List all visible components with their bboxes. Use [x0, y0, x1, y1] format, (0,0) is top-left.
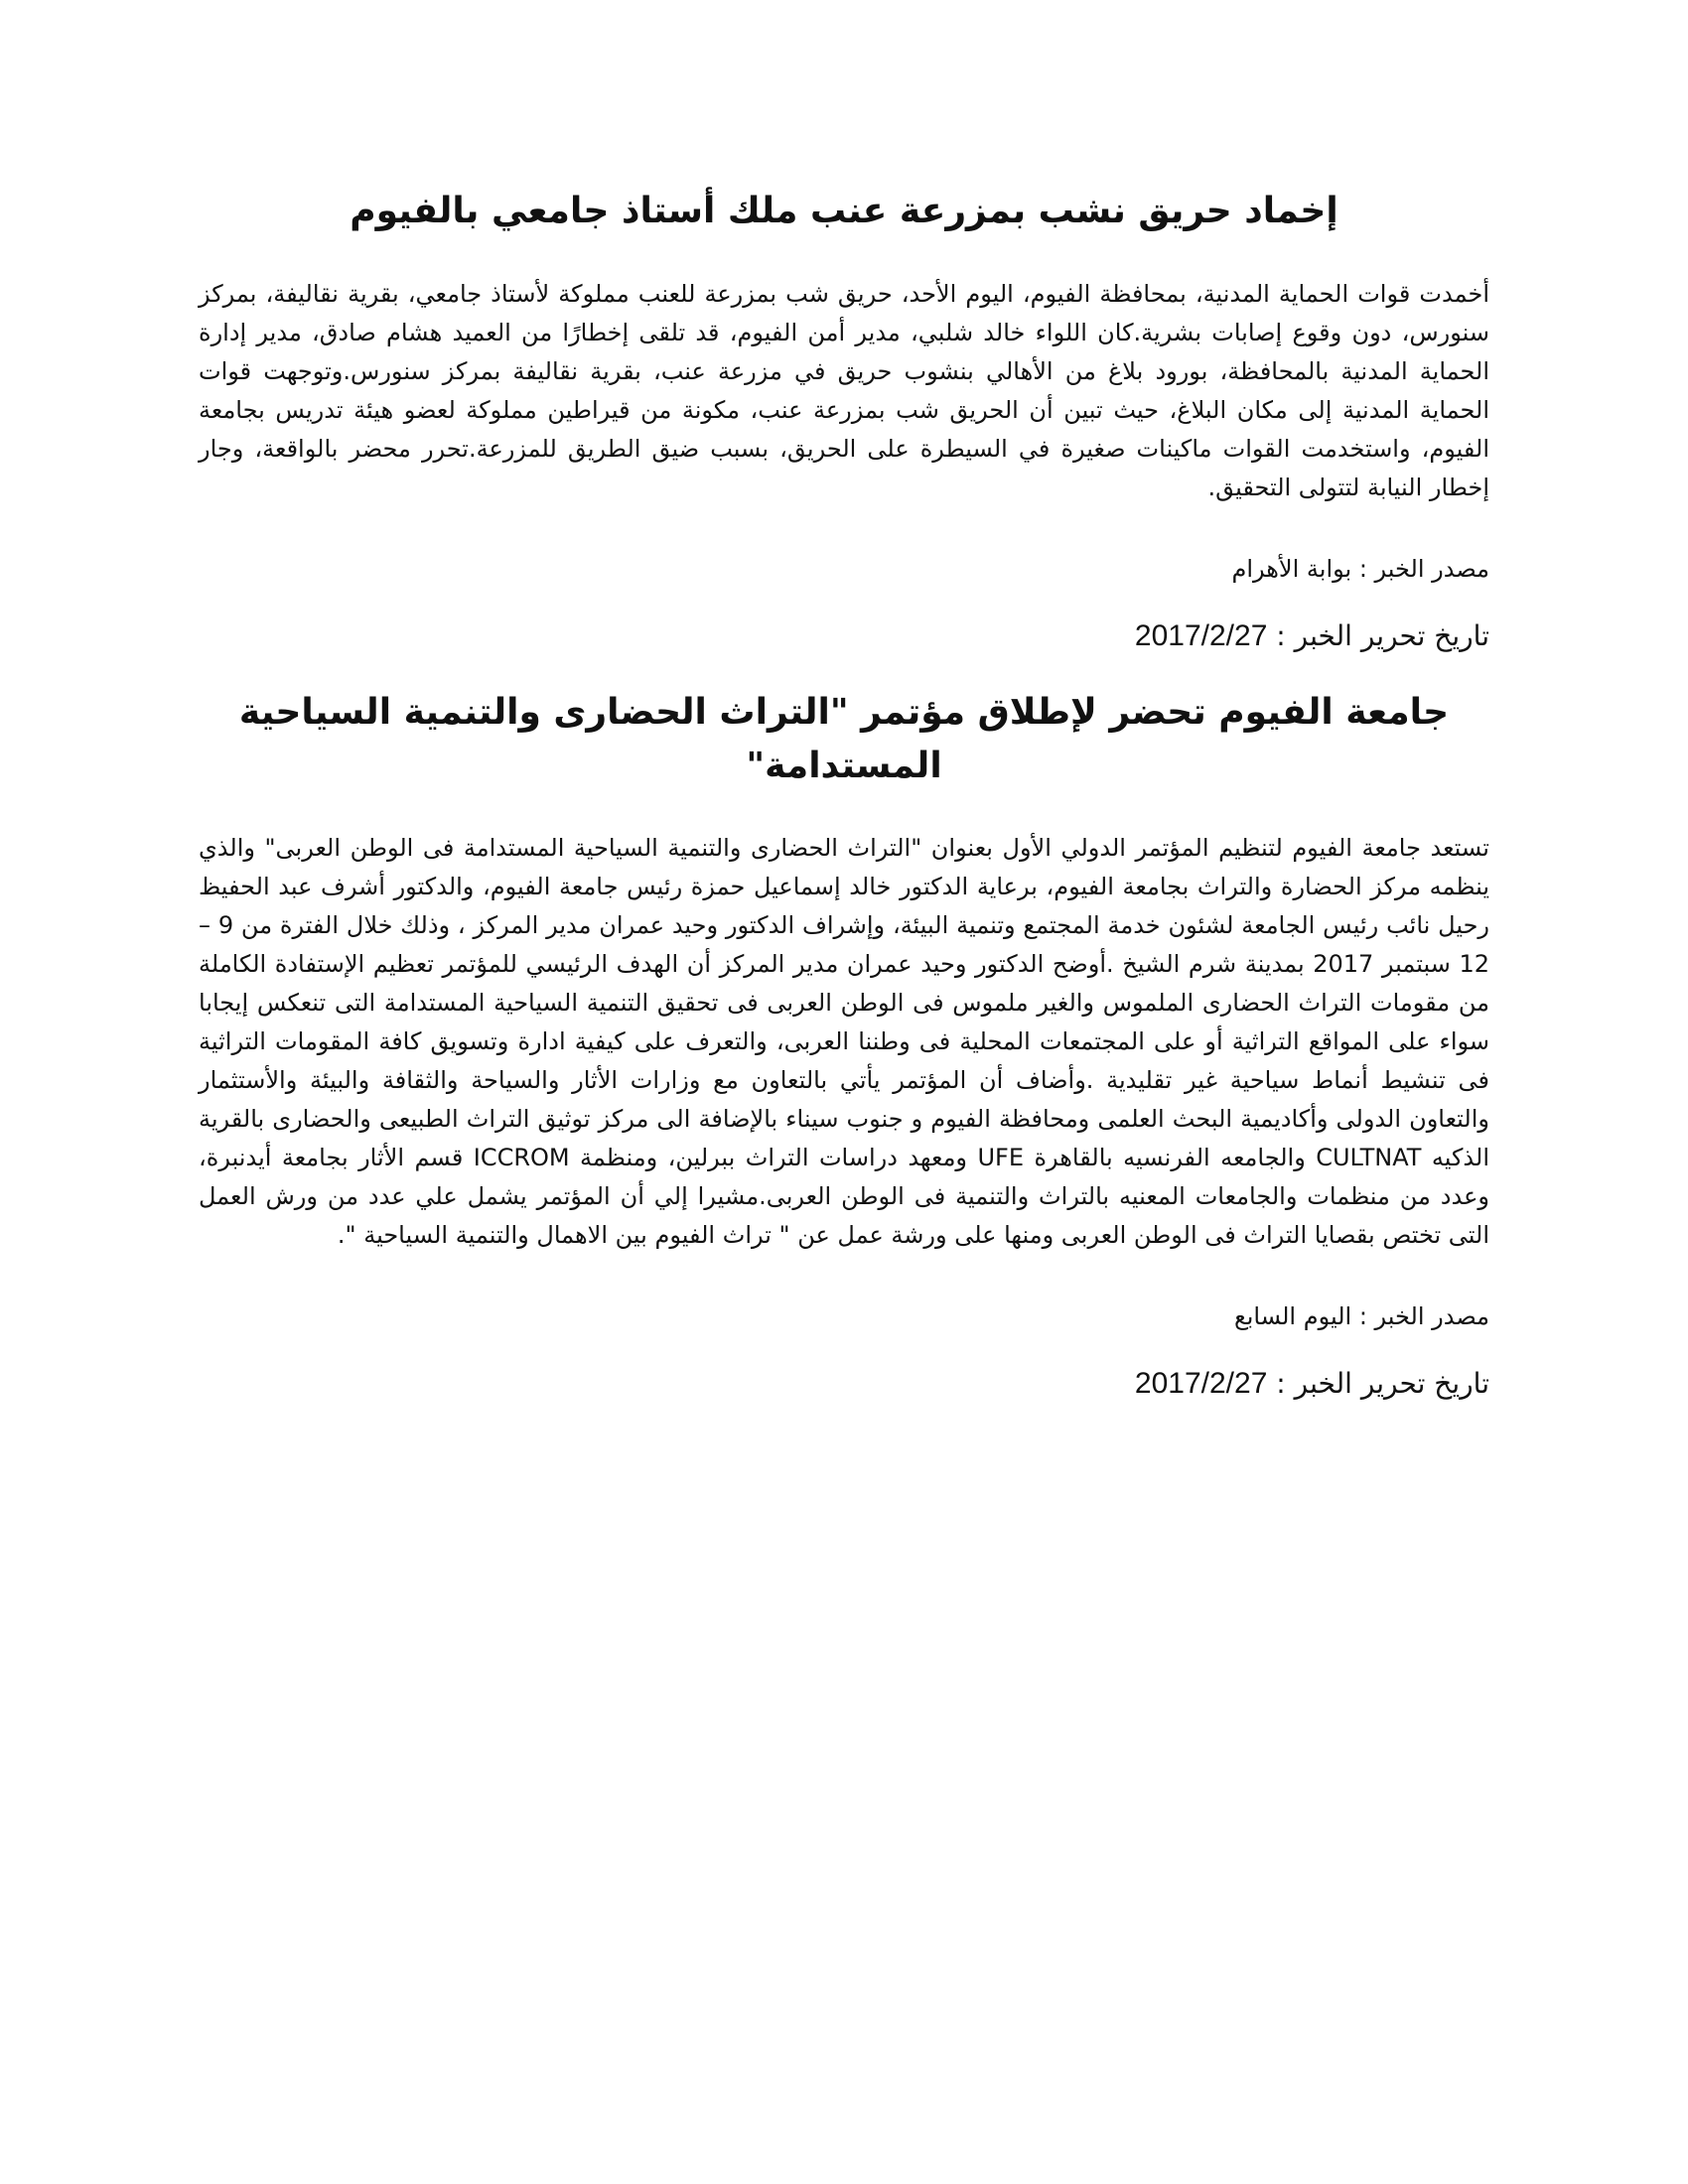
news-source — [199, 549, 1489, 589]
news-source-label: مصدر الخبر : — [1358, 1302, 1489, 1330]
article-headline: جامعة الفيوم تحضر لإطلاق مؤتمر "التراث الحضارى والتنمية السياحية المستدامة" — [238, 692, 1450, 786]
news-date-label: تاريخ تحرير الخبر : — [1276, 619, 1489, 652]
news-source-label: مصدر الخبر : — [1358, 555, 1489, 583]
news-date-label: تاريخ تحرير الخبر : — [1276, 1367, 1489, 1400]
article-headline: إخماد حريق نشب بمزرعة عنب ملك أستاذ جامعي بالفيوم — [350, 191, 1338, 231]
news-date — [199, 1364, 1489, 1404]
article-conference-news — [199, 686, 1489, 1404]
news-source-value: اليوم السابع — [1233, 1302, 1352, 1330]
news-date — [199, 616, 1489, 656]
article-body: تستعد جامعة الفيوم لتنظيم المؤتمر الدولي الأول بعنوان "التراث الحضارى والتنمية السياحية المستدامة فى الوطن العربى" والذي ينظمه مركز الحضارة والتراث بجامعة الفيوم، برعاية الدكتور خالد إسماعيل حمزة رئيس جامعة الفيوم، والدكتور أشرف عبد الحفيظ رحيل نائب رئيس الجامعة لشئون خدمة المجتمع وتنمية البيئة، وإشراف الدكتور وحيد عمران مدير المركز ، وذلك خلال الفترة من 9 – 12 سبتمبر 2017 بمدينة شرم الشيخ .أوضح الدكتور وحيد عمران مدير المركز أن الهدف الرئيسي للمؤتمر تعظيم الإستفادة الكاملة من مقومات التراث الحضارى الملموس والغير ملموس فى الوطن العربى فى تحقيق التنمية السياحية المستدامة التى تنعكس إيجابا سواء على المواقع التراثية أو على المجتمعات المحلية فى وطننا العربى، والتعرف على كيفية ادارة وتسويق كافة المقومات التراثية فى تنشيط أنماط سياحية غير تقليدية .وأضاف أن المؤتمر يأتي بالتعاون مع وزارات الأثار والسياحة والثقافة والبيئة والأستثمار والتعاون الدولى وأكاديمية البحث العلمى ومحافظة الفيوم و جنوب سيناء بالإضافة الى مركز توثيق التراث الطبيعى والحضارى بالقرية الذكيه CULTNAT والجامعه الفرنسيه بالقاهرة UFE ومعهد دراسات التراث ببرلين، ومنظمة ICCROM قسم الأثار بجامعة أيدنبرة، وعدد من منظمات والجامعات المعنيه بالتراث والتنمية فى الوطن العربى.مشيرا إلي أن المؤتمر يشمل علي عدد من ورش العمل التى تختص بقصايا التراث فى الوطن العربى ومنها على ورشة عمل عن " تراث الفيوم بين الاهمال والتنمية السياحية ". — [199, 834, 1490, 1249]
news-source-value: بوابة الأهرام — [1231, 555, 1352, 583]
article-fire-news — [199, 184, 1489, 656]
article-body: أخمدت قوات الحماية المدنية، بمحافظة الفيوم، اليوم الأحد، حريق شب بمزرعة للعنب مملوكة لأستاذ جامعي، بقرية نقاليفة، بمركز سنورس، دون وقوع إصابات بشرية.كان اللواء خالد شلبي، مدير أمن الفيوم، قد تلقى إخطارًا من العميد هشام صادق، مدير إدارة الحماية المدنية بالمحافظة، بورود بلاغ من الأهالي بنشوب حريق في مزرعة عنب، بقرية نقاليفة بمركز سنورس.وتوجهت قوات الحماية المدنية إلى مكان البلاغ، حيث تبين أن الحريق شب بمزرعة عنب، مكونة من قيراطين مملوكة لعضو هيئة تدريس بجامعة الفيوم، واستخدمت القوات ماكينات صغيرة في السيطرة على الحريق، بسبب ضيق الطريق للمزرعة.تحرر محضر بالواقعة، وجار إخطار النيابة لتتولى التحقيق. — [199, 280, 1489, 501]
news-source — [199, 1297, 1489, 1336]
news-date-value: 2017/2/27 — [1134, 1367, 1268, 1400]
document-page — [199, 184, 1489, 1404]
news-date-value: 2017/2/27 — [1134, 619, 1268, 652]
